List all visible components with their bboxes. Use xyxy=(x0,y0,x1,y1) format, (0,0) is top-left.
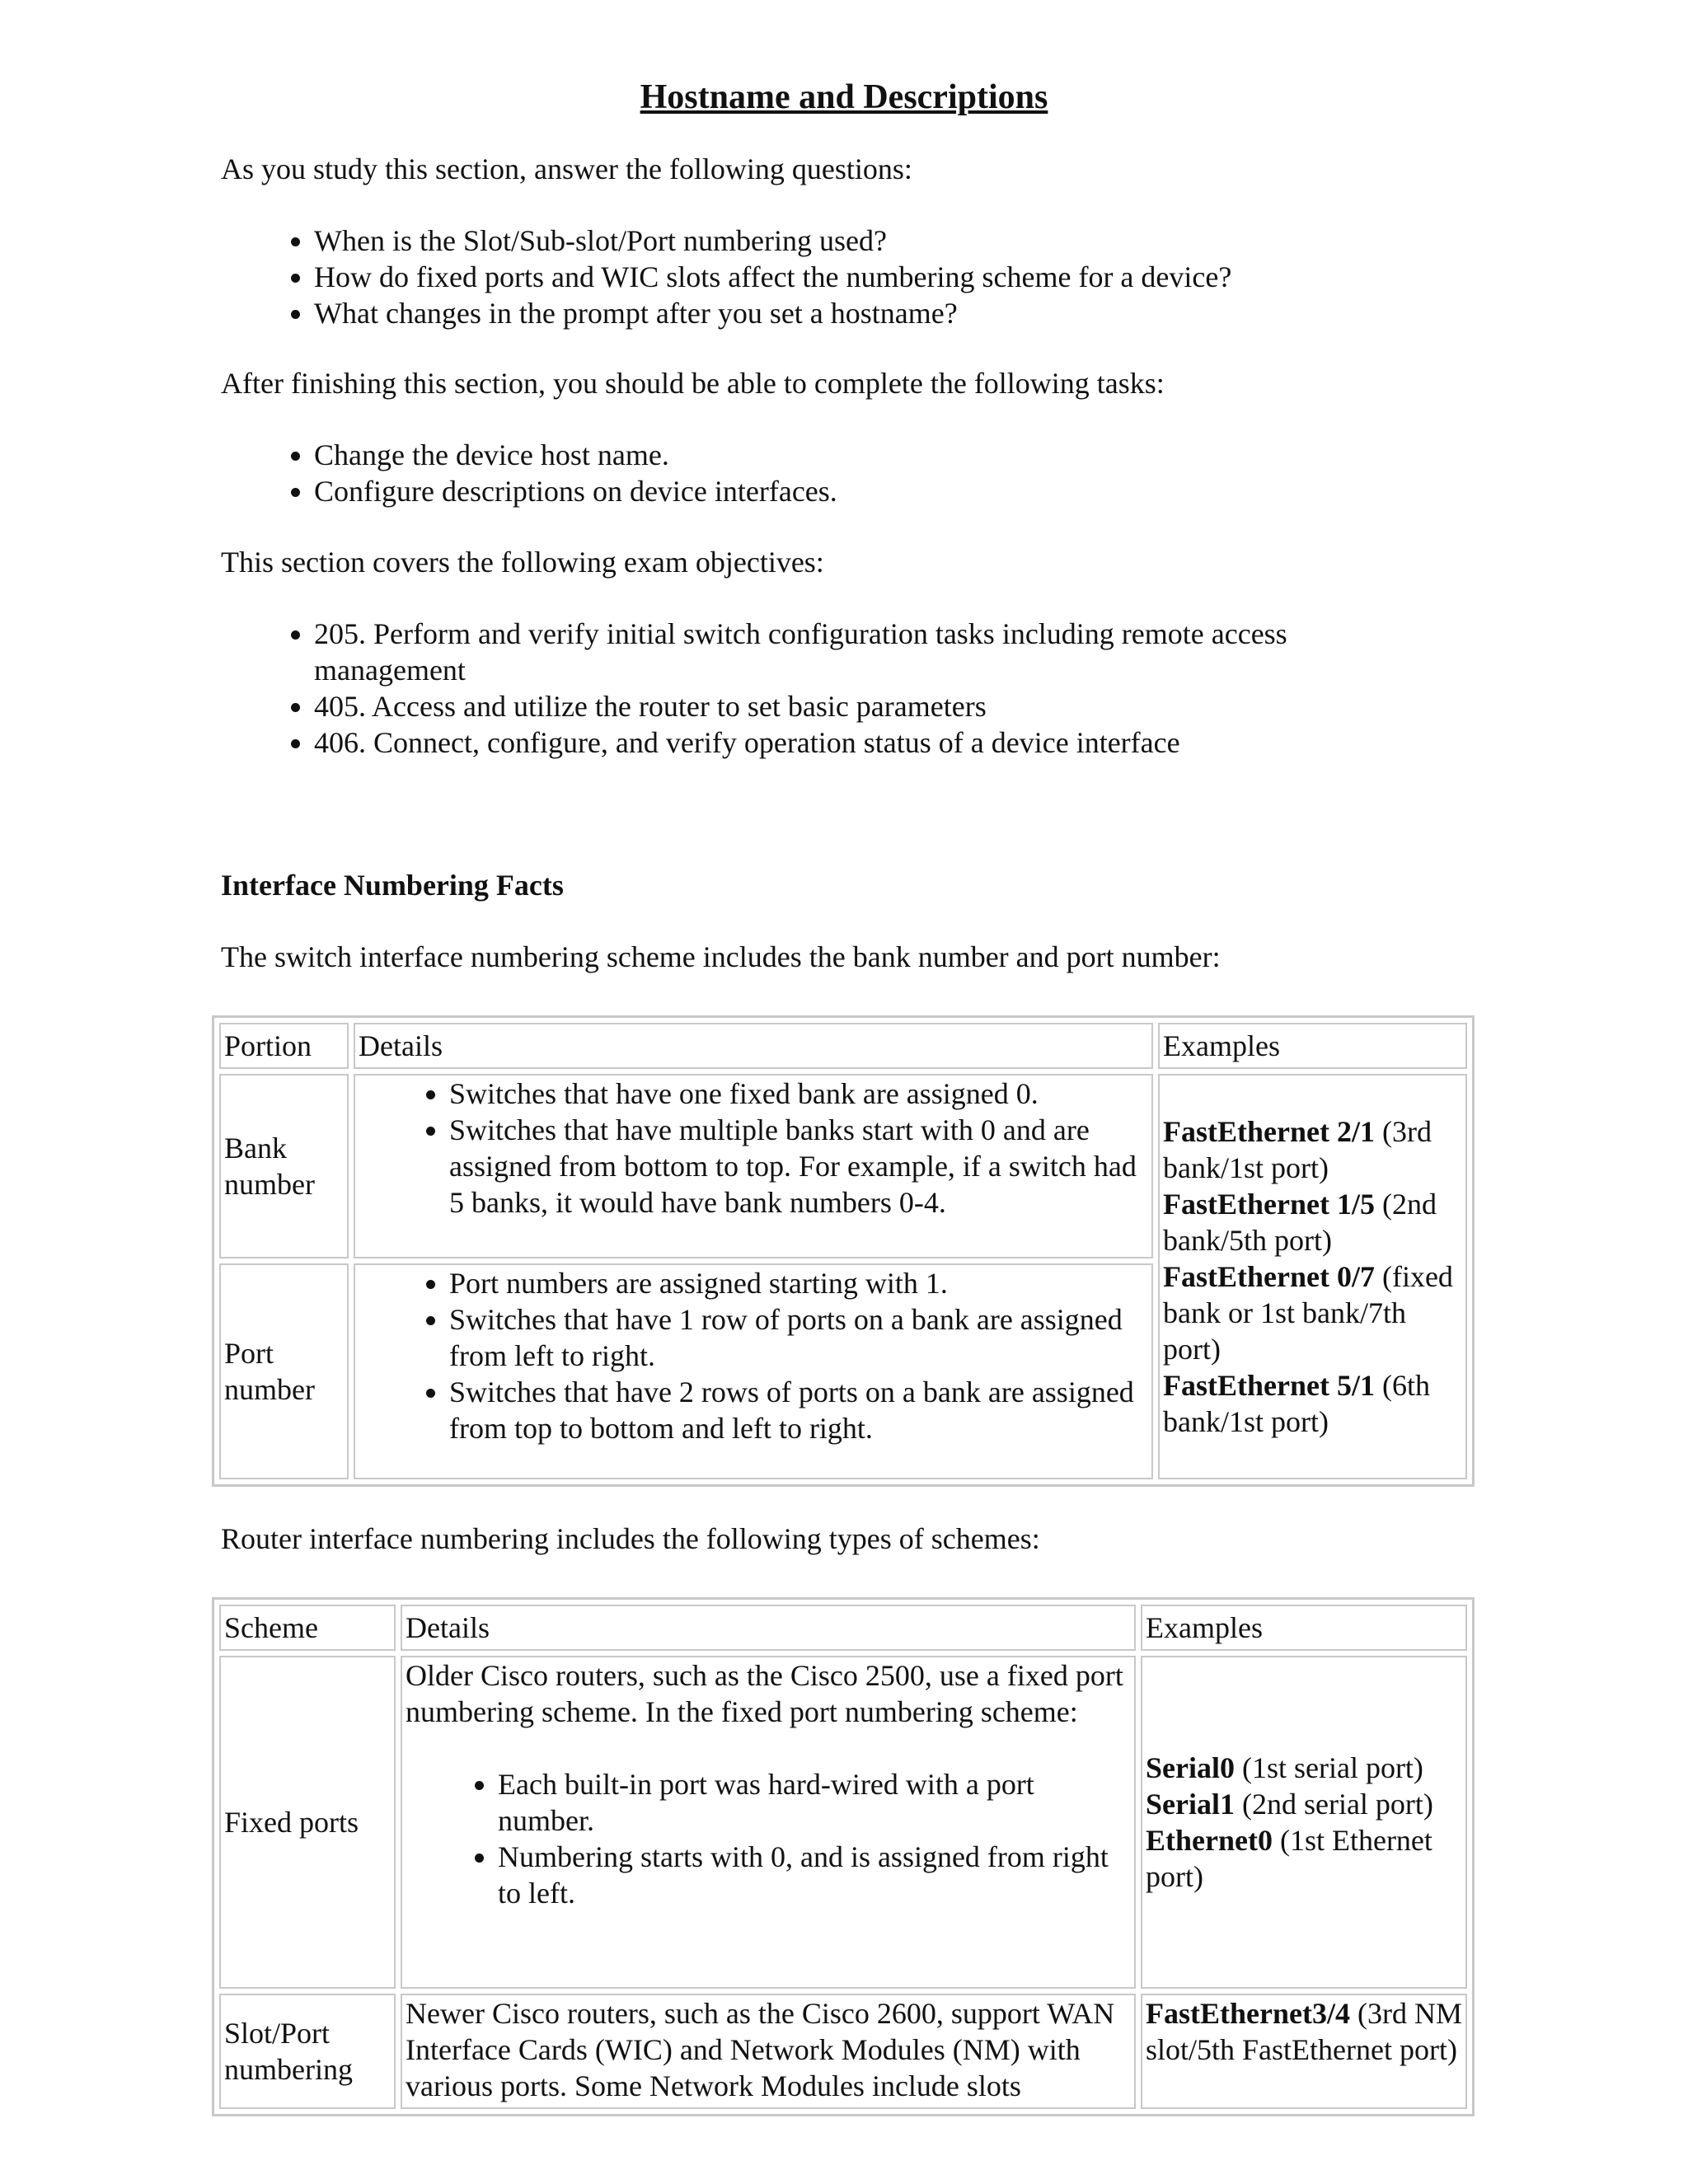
list-item: • Switches that have multiple banks start with 0 and are assigned from bottom to top. For example, if a switch had 5 banks, it would have bank numbers 0-4. xyxy=(449,1112,1148,1221)
table-header-cell: Examples xyxy=(1158,1023,1467,1069)
table-header-row xyxy=(219,1023,1467,1069)
list-item: • What changes in the prompt after you set a hostname? xyxy=(314,295,1468,331)
example-note: (2nd bank/5th port) xyxy=(1163,1188,1437,1257)
scheme-cell: Fixed ports xyxy=(219,1656,396,1989)
list-item: • 205. Perform and verify initial switch configuration tasks including remote access management xyxy=(314,616,1418,688)
list-item: • Each built-in port was hard-wired with a port number. xyxy=(498,1766,1131,1839)
example-interface: FastEthernet 5/1 xyxy=(1163,1369,1375,1402)
list-item: • Switches that have 1 row of ports on a bank are assigned from left to right. xyxy=(449,1301,1148,1374)
example-note: (1st serial port) xyxy=(1234,1751,1423,1784)
list-item: • Switches that have one fixed bank are assigned 0. xyxy=(449,1076,1148,1112)
details-text: Older Cisco routers, such as the Cisco 2500, use a fixed port numbering scheme. In the fixed port numbering scheme: xyxy=(406,1659,1123,1728)
list-item: • When is the Slot/Sub-slot/Port numbering used? xyxy=(314,223,1468,259)
table-header-cell: Portion xyxy=(219,1023,349,1069)
portion-cell: Bank number xyxy=(219,1074,349,1258)
scheme-cell: Slot/Port numbering xyxy=(219,1994,396,2109)
list-item: • Port numbers are assigned starting with 1. xyxy=(449,1265,1148,1301)
table-header-cell: Details xyxy=(401,1605,1136,1651)
example-interface: FastEthernet3/4 xyxy=(1146,1997,1350,2030)
list-item: • Numbering starts with 0, and is assigned from right to left. xyxy=(498,1839,1131,1911)
portion-cell: Port number xyxy=(219,1263,349,1479)
list-item: • Change the device host name. xyxy=(314,437,1468,473)
example-entry xyxy=(1163,1186,1462,1258)
list-item: • Switches that have 2 rows of ports on a bank are assigned from top to bottom and left to right. xyxy=(449,1374,1148,1446)
table-header-cell: Examples xyxy=(1141,1605,1467,1651)
example-interface: FastEthernet 1/5 xyxy=(1163,1188,1375,1221)
switch-intro: The switch interface numbering scheme includes the bank number and port number: xyxy=(221,940,1221,973)
example-entry xyxy=(1146,1995,1462,2068)
example-note: (6th bank/1st port) xyxy=(1163,1369,1430,1438)
table-header-row xyxy=(219,1605,1467,1651)
table-row xyxy=(219,1656,1467,1989)
example-interface: Serial0 xyxy=(1146,1751,1235,1784)
examples-cell xyxy=(1141,1994,1467,2109)
details-list xyxy=(406,1766,1131,1911)
example-entry xyxy=(1146,1822,1462,1895)
page-title: Hostname and Descriptions xyxy=(640,78,1048,116)
example-interface: Ethernet0 xyxy=(1146,1824,1273,1857)
switch-numbering-table xyxy=(212,1015,1475,1487)
example-interface: Serial1 xyxy=(1146,1788,1235,1821)
details-cell xyxy=(354,1074,1153,1258)
list-item: • 406. Connect, configure, and verify operation status of a device interface xyxy=(314,724,1418,761)
questions-prompt: As you study this section, answer the following questions: xyxy=(221,152,912,185)
questions-list xyxy=(221,223,1468,331)
example-entry xyxy=(1146,1786,1462,1822)
table-header-cell: Details xyxy=(354,1023,1153,1069)
router-numbering-table xyxy=(212,1597,1475,2116)
objectives-list xyxy=(221,616,1418,761)
details-cell xyxy=(401,1656,1136,1989)
examples-cell xyxy=(1158,1074,1467,1479)
example-entry xyxy=(1163,1367,1462,1440)
table-row xyxy=(219,1074,1467,1258)
tasks-list xyxy=(221,437,1468,509)
example-note: (3rd NM slot/5th FastEthernet port) xyxy=(1146,1997,1462,2066)
list-item: • How do fixed ports and WIC slots affect the numbering scheme for a device? xyxy=(314,259,1468,295)
example-interface: FastEthernet 2/1 xyxy=(1163,1115,1375,1148)
section-heading: Interface Numbering Facts xyxy=(221,869,564,902)
objectives-prompt: This section covers the following exam objectives: xyxy=(221,546,824,579)
example-entry xyxy=(1163,1113,1462,1186)
example-entry xyxy=(1146,1750,1462,1786)
details-cell xyxy=(401,1994,1136,2109)
router-intro: Router interface numbering includes the following types of schemes: xyxy=(221,1522,1040,1555)
table-row xyxy=(219,1994,1467,2109)
example-interface: FastEthernet 0/7 xyxy=(1163,1260,1375,1293)
list-item: • Configure descriptions on device interfaces. xyxy=(314,473,1468,509)
example-note: (3rd bank/1st port) xyxy=(1163,1115,1432,1184)
example-note: (2nd serial port) xyxy=(1234,1788,1433,1821)
details-cell xyxy=(354,1263,1153,1479)
list-item: • 405. Access and utilize the router to set basic parameters xyxy=(314,688,1418,724)
table-header-cell: Scheme xyxy=(219,1605,396,1651)
details-list xyxy=(359,1265,1148,1446)
examples-cell xyxy=(1141,1656,1467,1989)
example-entry xyxy=(1163,1258,1462,1367)
details-text: Newer Cisco routers, such as the Cisco 2600, support WAN Interface Cards (WIC) and Network Modules (NM) with various ports. Some Network Modules include slots xyxy=(406,1997,1115,2102)
example-note: (1st Ethernet port) xyxy=(1146,1824,1432,1893)
tasks-prompt: After finishing this section, you should be able to complete the following tasks: xyxy=(221,367,1165,400)
example-note: (fixed bank or 1st bank/7th port) xyxy=(1163,1260,1453,1366)
details-list xyxy=(359,1076,1148,1221)
